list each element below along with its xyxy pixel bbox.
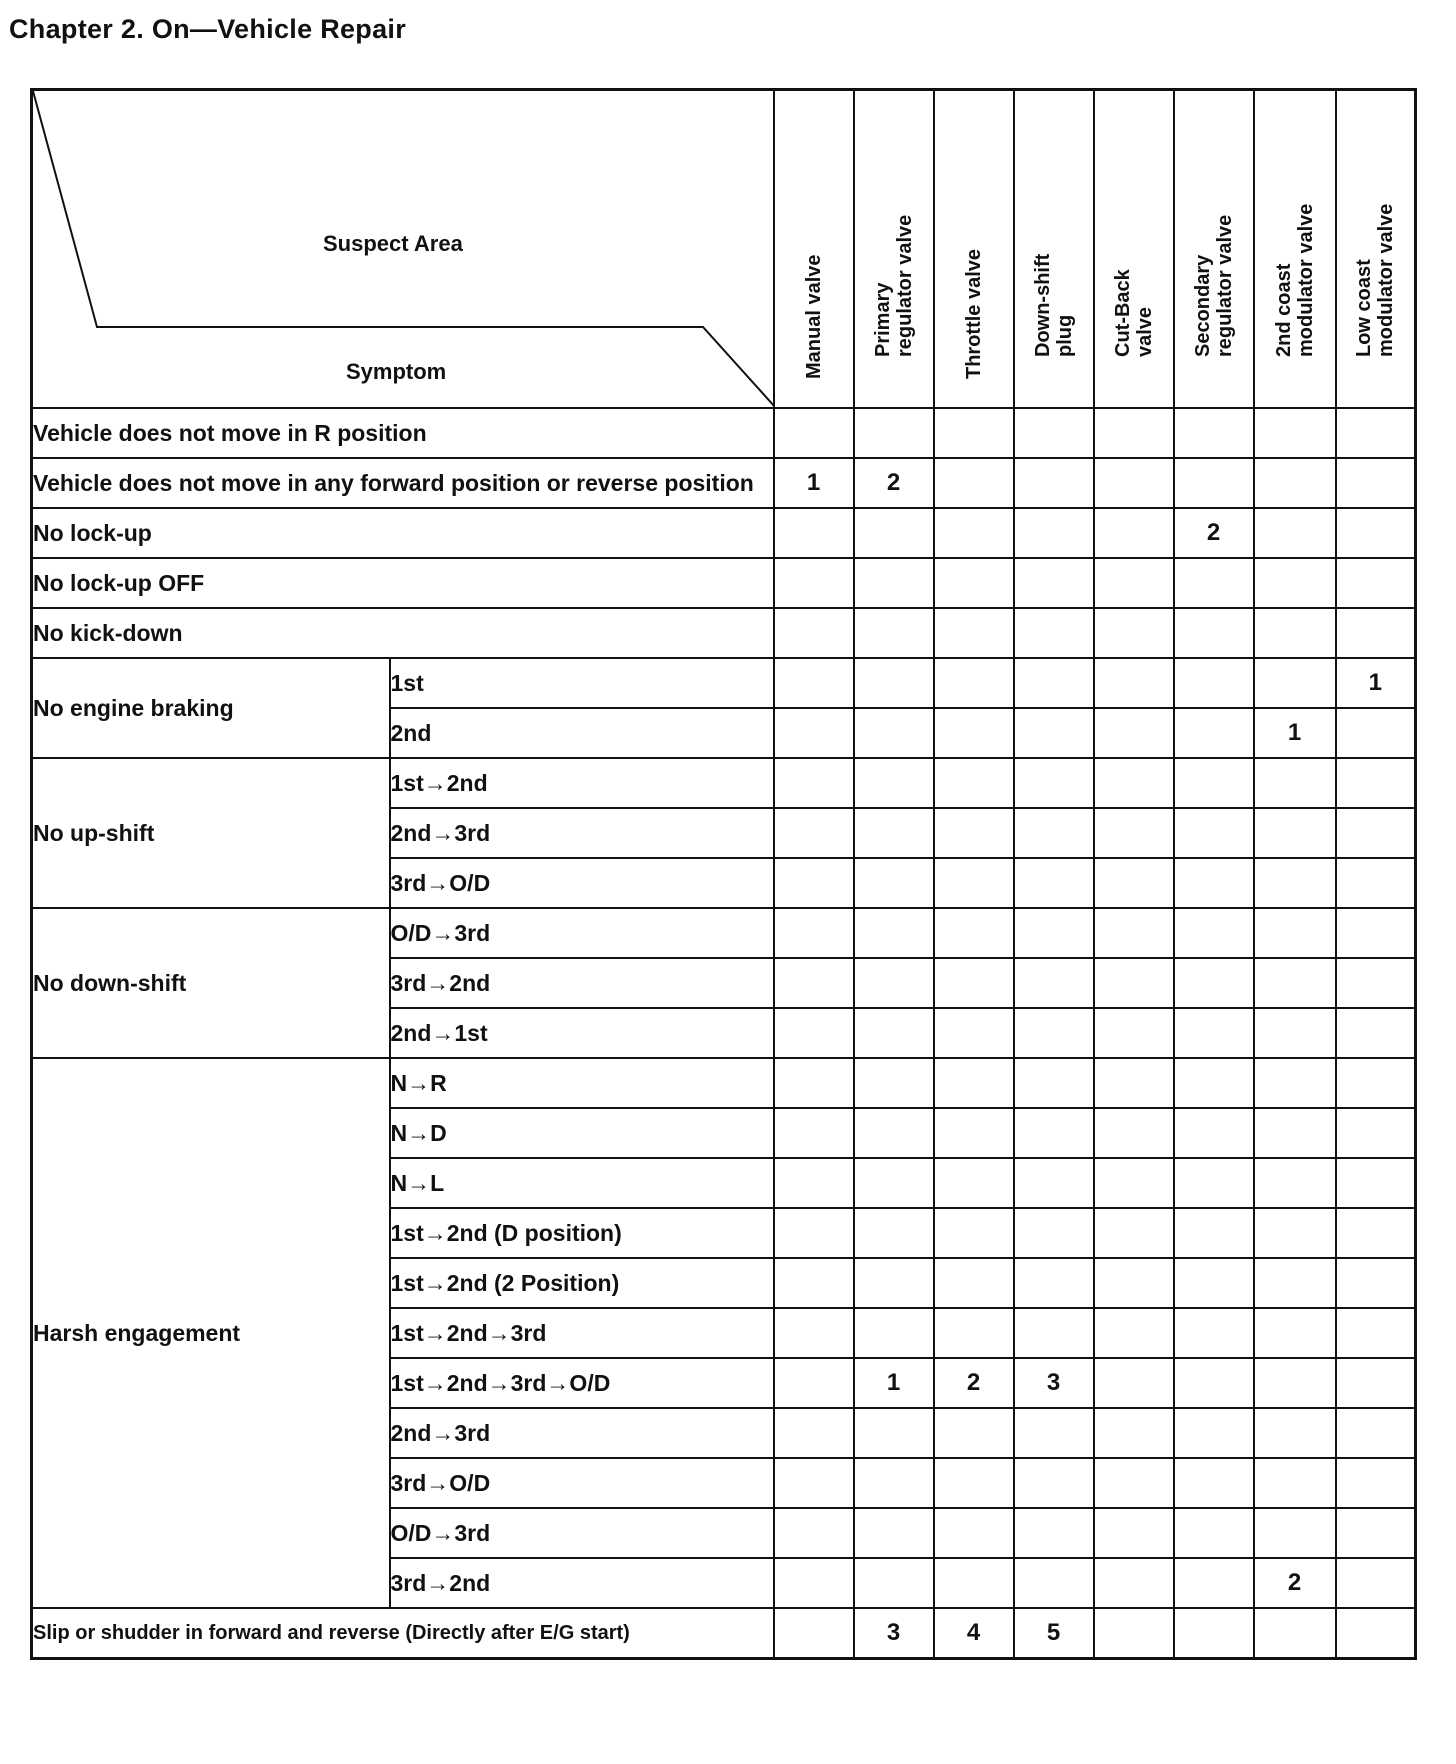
table-cell [1094,1408,1174,1458]
table-row [32,658,1416,708]
sub-symptom-cell: 1st→2nd (2 Position) [390,1258,774,1308]
table-cell [1336,1308,1416,1358]
table-cell [1174,1508,1254,1558]
table-cell [1254,1008,1336,1058]
table-cell [1336,1108,1416,1158]
table-cell [1174,458,1254,508]
table-cell: 1 [1336,658,1416,708]
column-label: Cut-Back valve [1111,269,1156,357]
table-cell [1254,508,1336,558]
table-cell [1014,408,1094,458]
table-cell [774,508,854,558]
table-cell [1094,1058,1174,1108]
table-cell [1336,1608,1416,1658]
symptom-group-cell: No engine braking [32,658,390,758]
table-cell [774,1108,854,1158]
table-cell [1336,408,1416,458]
table-cell [854,1058,934,1108]
symptom-cell: No lock-up OFF [32,558,774,608]
column-label: 2nd coast modulator valve [1272,203,1317,357]
column-header [1336,90,1416,409]
table-cell [1254,458,1336,508]
table-cell [934,1008,1014,1058]
symptom-cell: Slip or shudder in forward and reverse (Directly after E/G start) [32,1608,774,1658]
table-cell [1336,558,1416,608]
table-cell: 2 [854,458,934,508]
table-cell [1014,658,1094,708]
table-cell [774,708,854,758]
table-cell [1094,758,1174,808]
symptom-label: Symptom [346,359,447,384]
table-cell [1014,608,1094,658]
table-row [32,608,1416,658]
table-cell [1014,458,1094,508]
table-cell [1336,958,1416,1008]
table-cell [774,908,854,958]
table-cell [854,408,934,458]
table-cell [1254,1358,1336,1408]
table-cell [774,1608,854,1658]
table-cell [1336,1208,1416,1258]
table-cell [774,1008,854,1058]
symptom-cell: Vehicle does not move in any forward position or reverse position [32,458,774,508]
table-cell [1174,1258,1254,1308]
table-cell: 1 [774,458,854,508]
sub-symptom-cell: N→D [390,1108,774,1158]
table-cell [1094,1508,1174,1558]
table-cell [934,1208,1014,1258]
table-cell [774,608,854,658]
table-cell [854,1208,934,1258]
table-cell [854,658,934,708]
table-row [32,458,1416,508]
table-cell [1254,758,1336,808]
table-cell [1014,1008,1094,1058]
table-cell [774,1558,854,1608]
table-cell [854,1308,934,1358]
table-cell [1014,908,1094,958]
table-cell [1094,508,1174,558]
table-cell [1254,658,1336,708]
sub-symptom-cell: 2nd [390,708,774,758]
table-cell [1094,1258,1174,1308]
table-cell [774,1508,854,1558]
table-cell [774,758,854,808]
table-cell [934,1158,1014,1208]
table-cell [934,408,1014,458]
table-cell [1174,608,1254,658]
table-cell [1336,858,1416,908]
table-cell [1254,1108,1336,1158]
column-label: Throttle valve [962,248,985,379]
table-cell: 3 [1014,1358,1094,1408]
table-cell [1174,908,1254,958]
table-cell [1174,408,1254,458]
table-cell [1174,708,1254,758]
table-cell [934,908,1014,958]
page-title: Chapter 2. On—Vehicle Repair [9,14,407,44]
table-cell [1014,558,1094,608]
table-cell [774,858,854,908]
table-cell [1094,908,1174,958]
table-cell [1336,1008,1416,1058]
table-cell [1174,1208,1254,1258]
symptom-group-cell: No up-shift [32,758,390,908]
table-cell [1014,1158,1094,1208]
table-cell: 2 [934,1358,1014,1408]
table-cell [1254,908,1336,958]
column-label: Low coast modulator valve [1353,203,1398,357]
table-cell [1336,1158,1416,1208]
table-cell [1014,808,1094,858]
table-cell [854,1158,934,1208]
sub-symptom-cell: O/D→3rd [390,1508,774,1558]
table-cell [1094,708,1174,758]
table-cell [934,808,1014,858]
table-cell: 2 [1174,508,1254,558]
table-cell [1174,1058,1254,1108]
table-cell [1094,1458,1174,1508]
table-cell [1174,558,1254,608]
table-cell [1336,1508,1416,1558]
table-cell [934,758,1014,808]
table-cell [774,658,854,708]
table-cell [1336,508,1416,558]
table-cell [1094,1158,1174,1208]
column-label: Down-shift plug [1031,253,1076,357]
table-cell [854,1008,934,1058]
table-cell [1336,458,1416,508]
sub-symptom-cell: 3rd→2nd [390,1558,774,1608]
table-cell [1336,1408,1416,1458]
table-row [32,758,1416,808]
sub-symptom-cell: 2nd→3rd [390,1408,774,1458]
table-row [32,408,1416,458]
table-cell [1254,958,1336,1008]
table-cell [934,1508,1014,1558]
table-cell [1254,858,1336,908]
table-cell [1014,1058,1094,1108]
sub-symptom-cell: 1st [390,658,774,708]
table-cell [774,1308,854,1358]
table-cell [854,808,934,858]
column-header [854,90,934,409]
table-cell [1174,658,1254,708]
table-row [32,1608,1416,1658]
table-cell [1174,1108,1254,1158]
table-cell [934,1308,1014,1358]
table-cell [1094,808,1174,858]
table-cell [1336,1258,1416,1308]
table-cell [1094,858,1174,908]
table-cell [774,1208,854,1258]
table-cell [1094,1208,1174,1258]
table-cell [854,508,934,558]
sub-symptom-cell: 3rd→O/D [390,1458,774,1508]
table-cell [854,958,934,1008]
column-header [934,90,1014,409]
table-cell: 1 [1254,708,1336,758]
table-cell [1014,1558,1094,1608]
column-header [1254,90,1336,409]
table-cell [1094,958,1174,1008]
table-cell [1254,1308,1336,1358]
column-header [1014,90,1094,409]
sub-symptom-cell: 1st→2nd→3rd→O/D [390,1358,774,1408]
table-cell [1254,1208,1336,1258]
table-cell [774,1408,854,1458]
table-cell [1014,1408,1094,1458]
table-cell [1174,1558,1254,1608]
header-row [32,90,1416,409]
sub-symptom-cell: 1st→2nd→3rd [390,1308,774,1358]
table-cell [854,1508,934,1558]
table-cell [934,708,1014,758]
table-cell [1336,708,1416,758]
header-corner [32,90,774,409]
table-cell [934,608,1014,658]
table-cell [774,558,854,608]
table-cell [1094,558,1174,608]
table-cell [854,558,934,608]
sub-symptom-cell: N→R [390,1058,774,1108]
table-cell [774,1158,854,1208]
sub-symptom-cell: 3rd→2nd [390,958,774,1008]
table-cell [1174,1008,1254,1058]
table-cell [854,1558,934,1608]
column-label: Primary regulator valve [871,214,916,357]
table-cell [1094,458,1174,508]
table-cell [854,708,934,758]
table-cell [1254,1158,1336,1208]
table-cell [1094,1308,1174,1358]
table-cell [1336,758,1416,808]
table-cell [774,958,854,1008]
table-cell [1094,658,1174,708]
table-cell [934,558,1014,608]
column-label: Manual valve [802,254,825,379]
table-cell [1254,1608,1336,1658]
table-cell [1336,808,1416,858]
table-cell [1336,1058,1416,1108]
table-cell [854,1458,934,1508]
table-cell [1014,1258,1094,1308]
table-cell [1094,1358,1174,1408]
table-cell [934,1558,1014,1608]
sub-symptom-cell: N→L [390,1158,774,1208]
table-row [32,558,1416,608]
table-cell [774,1058,854,1108]
column-header [774,90,854,409]
table-cell [854,608,934,658]
table-cell [1254,1458,1336,1508]
table-cell [934,1458,1014,1508]
table-cell [1174,958,1254,1008]
sub-symptom-cell: 2nd→3rd [390,808,774,858]
table-cell [854,1258,934,1308]
column-label: Secondary regulator valve [1191,214,1236,357]
table-cell [934,958,1014,1008]
suspect-area-label: Suspect Area [323,231,463,256]
sub-symptom-cell: O/D→3rd [390,908,774,958]
table-cell [934,1258,1014,1308]
column-header [1094,90,1174,409]
table-cell [934,658,1014,708]
table-cell [1174,1158,1254,1208]
table-cell [774,808,854,858]
table-cell [934,1408,1014,1458]
sub-symptom-cell: 1st→2nd (D position) [390,1208,774,1258]
table-cell [1094,1608,1174,1658]
table-cell [1094,1108,1174,1158]
table-row [32,1058,1416,1108]
table-cell [1014,1208,1094,1258]
table-cell: 3 [854,1608,934,1658]
sub-symptom-cell: 2nd→1st [390,1008,774,1058]
table-cell [854,1108,934,1158]
table-cell [1254,1508,1336,1558]
table-cell [1014,1508,1094,1558]
table-cell [1174,1358,1254,1408]
table-row [32,908,1416,958]
table-cell [854,1408,934,1458]
table-cell [1014,958,1094,1008]
table-cell [934,458,1014,508]
table-row [32,508,1416,558]
table-cell [1094,608,1174,658]
table-cell [1336,1558,1416,1608]
table-cell: 2 [1254,1558,1336,1608]
table-cell [774,1258,854,1308]
table-cell: 4 [934,1608,1014,1658]
table-cell [774,1358,854,1408]
table-cell [774,1458,854,1508]
table-cell: 1 [854,1358,934,1408]
table-cell [1254,1258,1336,1308]
table-cell [1254,808,1336,858]
table-cell [1014,508,1094,558]
table-cell [854,908,934,958]
table-cell [1254,1408,1336,1458]
table-cell [1174,1458,1254,1508]
table-cell [1336,608,1416,658]
symptom-cell: No kick-down [32,608,774,658]
table-cell [934,858,1014,908]
table-cell [774,408,854,458]
table-cell [1174,1408,1254,1458]
sub-symptom-cell: 3rd→O/D [390,858,774,908]
table-cell [1336,1458,1416,1508]
table-cell [854,858,934,908]
table-cell: 5 [1014,1608,1094,1658]
table-cell [1336,908,1416,958]
table-cell [1254,558,1336,608]
table-cell [1174,808,1254,858]
table-cell [1014,708,1094,758]
symptom-cell: Vehicle does not move in R position [32,408,774,458]
table-cell [1094,1558,1174,1608]
table-cell [1094,408,1174,458]
table-cell [1014,858,1094,908]
symptom-group-cell: No down-shift [32,908,390,1058]
table-cell [1336,1358,1416,1408]
table-cell [1014,1308,1094,1358]
symptom-group-cell: Harsh engagement [32,1058,390,1608]
table-cell [934,1058,1014,1108]
table-cell [854,758,934,808]
table-cell [1094,1008,1174,1058]
table-cell [1174,758,1254,808]
table-cell [1174,1308,1254,1358]
table-cell [1254,408,1336,458]
table-cell [1254,1058,1336,1108]
table-cell [934,1108,1014,1158]
sub-symptom-cell: 1st→2nd [390,758,774,808]
table-cell [1174,858,1254,908]
table-cell [1174,1608,1254,1658]
diagnosis-table [30,88,1417,1660]
column-header [1174,90,1254,409]
symptom-cell: No lock-up [32,508,774,558]
table-cell [1014,1458,1094,1508]
table-cell [1014,1108,1094,1158]
table-cell [934,508,1014,558]
table-cell [1014,758,1094,808]
table-cell [1254,608,1336,658]
